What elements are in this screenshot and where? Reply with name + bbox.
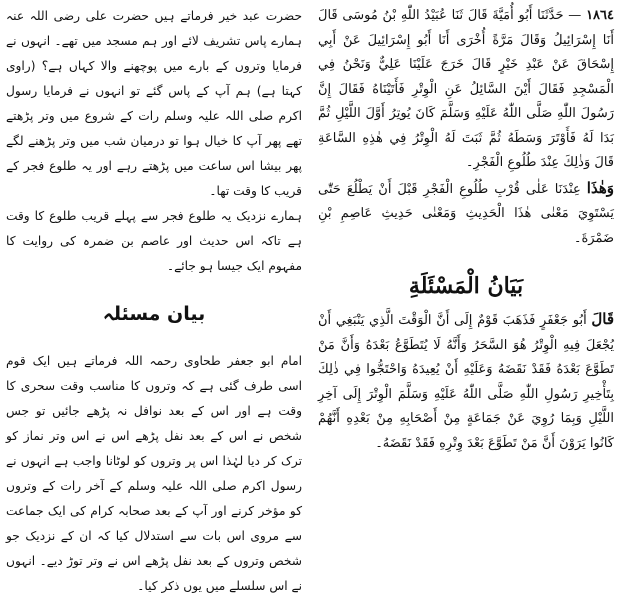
arabic-issue-text: أَبُو جَعْفَرٍ فَذَهَبَ قَوْمٌ إِلَى أَنَّ الْوَقْتَ الَّذِي يَنْبَغِي أَنْ يُجْعَلَ فِيهِ الْوِتْرُ هُوَ السَّحَرُ وَأَنَّهُ لَا يُتَطَوَّعُ بَعْدَهُ وَأَنَّ مَنْ تَطَوَّعَ بَعْدَهُ فَقَدْ نَقَضَهُ وَعَلَيْهِ أَنْ يُعِيدَهُ وَاحْتَجُّوا فِي ذٰلِكَ بِتَأْخِيرِ رَسُولِ اللّٰهِ صَلَّى اللّٰهُ عَلَيْهِ وَسَلَّمَ الْوِتْرَ إِلَى آخِرِ اللَّيْلِ وَبِمَا رُوِيَ عَنْ جَمَاعَةٍ مِنْ أَصْحَابِهِ مِنْ بَعْدِهِ أَنَّهُمْ كَانُوا يَرَوْنَ أَنَّ مَنْ تَطَوَّعَ بَعْدَ وِتْرِهِ فَقَدْ نَقَضَهُ۔ [318,313,614,451]
arabic-explanation-text: عِنْدَنَا عَلٰى قُرْبِ طُلُوعِ الْفَجْرِ قَبْلَ أَنْ يَطْلُعَ حَتّٰى يَسْتَوِيَ مَعْنٰى هٰذَا الْحَدِيثِ وَمَعْنٰى حَدِيثِ عَاصِمِ بْنِ ضَمْرَةَ۔ [318,181,614,246]
urdu-section-heading: بیان مسئلہ [102,303,206,325]
arabic-paragraph-hadith: ١٨٦٤ — حَدَّثَنَا أَبُو أُمَيَّةَ قَالَ ثَنَا عُبَيْدُ اللّٰهِ بْنُ مُوسَى قَالَ أَنَا إِسْرَائِيلُ وَقَالَ مَرَّةً أُخْرَى أَنَا أَبُو إِسْرَائِيلَ عَنْ أَبِي إِسْحَاقَ عَنْ عَبْدِ خَيْرٍ قَالَ خَرَجَ عَلَيْنَا عَلِيٌّ وَنَحْنُ فِي الْمَسْجِدِ فَقَالَ أَيْنَ السَّائِلُ عَنِ الْوِتْرِ فَأَتَيْنَاهُ فَقَالَ إِنَّ رَسُولَ اللّٰهِ صَلَّى اللّٰهُ عَلَيْهِ وَسَلَّمَ كَانَ يُوتِرُ أَوَّلَ اللَّيْلِ ثُمَّ بَدَا لَهُ فَأَوْتَرَ وَسَطَهُ ثُمَّ ثَبَتَ لَهُ الْوِتْرُ فِي هٰذِهِ السَّاعَةِ قَالَ وَذٰلِكَ عِنْدَ طُلُوعِ الْفَجْرِ۔ [318,8,615,170]
urdu-paragraph-issue: امام ابو جعفر طحاوی رحمہ اللہ فرماتے ہیں ایک قوم اسی طرف گئی ہے کہ وتروں کا مناسب وقت سحری کا وقت ہے اور اس کے بعد نوافل نہ پڑھے جائیں تو جس شخص نے اس کے بعد نفل پڑھے اس نے اس وتر نماز کو ترک کر دیا لہٰذا اس پر وتروں کو لوٹانا واجب ہے انہوں نے رسول اکرم صلی اللہ علیہ وسلم کے آخر رات کے وتروں کو مؤخر کرنے اور آپ کے بعد صحابہ کرام کی ایک جماعت سے مروی اس بات سے استدلال کیا کہ ان کے نزدیک جو شخص وتروں کے بعد نفل پڑھے اس نے وتر توڑ دیے۔ انہوں نے اس سلسلے میں یوں ذکر کیا۔ [6,354,302,593]
arabic-hadith-text: حَدَّثَنَا أَبُو أُمَيَّةَ قَالَ ثَنَا عُبَيْدُ اللّٰهِ بْنُ مُوسَى قَالَ أَنَا إِسْرَائِيلُ وَقَالَ مَرَّةً أُخْرَى أَنَا أَبُو إِسْرَائِيلَ عَنْ أَبِي إِسْحَاقَ عَنْ عَبْدِ خَيْرٍ قَالَ خَرَجَ عَلَيْنَا عَلِيٌّ وَنَحْنُ فِي الْمَسْجِدِ فَقَالَ أَيْنَ السَّائِلُ عَنِ الْوِتْرِ فَأَتَيْنَاهُ فَقَالَ إِنَّ رَسُولَ اللّٰهِ صَلَّى اللّٰهُ عَلَيْهِ وَسَلَّمَ كَانَ يُوتِرُ أَوَّلَ اللَّيْلِ ثُمَّ بَدَا لَهُ فَأَوْتَرَ وَسَطَهُ ثُمَّ ثَبَتَ لَهُ الْوِتْرُ فِي هٰذِهِ السَّاعَةِ قَالَ وَذٰلِكَ عِنْدَ طُلُوعِ الْفَجْرِ۔ [318,8,614,170]
urdu-paragraph-hadith: حضرت عبد خیر فرماتے ہیں حضرت علی رضی اللہ عنہ ہمارے پاس تشریف لائے اور ہم مسجد میں تھے۔ انہوں نے فرمایا وتروں کے بارے میں پوچھنے والا کہاں ہے؟ (راوی کہتا ہے) ہم آپ کے پاس گئے تو انہوں نے فرمایا رسول اکرم صلی اللہ علیہ وسلم رات کے شروع میں وتر پڑھتے تھے پھر آپ کا خیال ہوا تو درمیان شب میں وتر پڑھنے لگے پھر بیشا اس ساعت میں پڑھتے رہے اور یہ طلوع فجر کے قریب کا وقت تھا۔ [6,9,302,198]
hadith-number: ١٨٦٤ [586,8,615,23]
arabic-lead-word: وَهٰذَا [586,178,614,197]
arabic-paragraph-issue [318,307,614,456]
arabic-paragraph-explanation [318,176,614,252]
urdu-translation-column [6,0,302,599]
column-gutter [310,0,311,616]
arabic-section-heading: بَيَانُ الْمَسْئَلَةِ [408,273,524,299]
arabic-text-column [318,0,614,456]
urdu-paragraph-explanation: ہمارے نزدیک یہ طلوع فجر سے پہلے قریب طلوع کا وقت ہے تاکہ اس حدیث اور عاصم بن ضمرہ کی روایت کا مفہوم ایک جیسا ہو جائے۔ [6,209,302,273]
arabic-issue-lead-word: قَالَ [591,310,615,328]
